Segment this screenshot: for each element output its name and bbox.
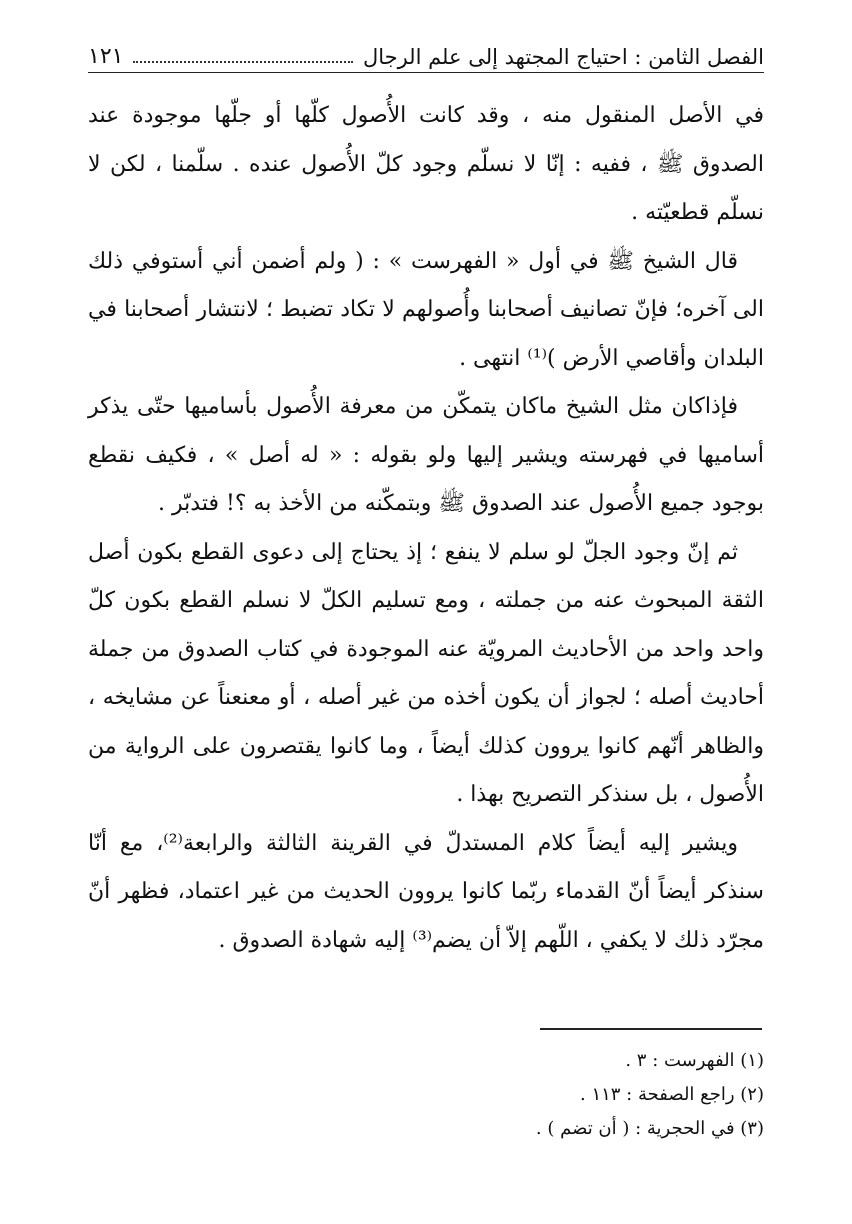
footnote: (٢) راجع الصفحة : ١١٣ .: [579, 1084, 764, 1105]
page-number: ١٢١: [88, 44, 124, 69]
paragraph: ثم إنّ وجود الجلّ لو سلم لا ينفع ؛ إذ يحتاج إلى دعوى القطع بكون أصل الثقة المبحوث عنه من جملته ، ومع تسليم الكلّ لا نسلم القطع بكون كلّ واحد واحد من الأحاديث المرويّة عنه الموجودة في كتاب الصدوق من جملة أحاديث أصله ؛ لجواز أن يكون أخذه من غير أصله ، أو معنعناً عن مشايخه ، والظاهر أنّهم كانوا يروون كذلك أيضاً ، وما كانوا يقتصرون على الرواية من الأُصول ، بل سنذكر التصريح بهذا .: [88, 539, 764, 807]
footnotes: [88, 1044, 764, 1146]
footnote: (١) الفهرست : ٣ .: [625, 1050, 764, 1071]
footnote: (٣) في الحجرية : ( أن تضم ) .: [535, 1118, 764, 1139]
running-header: [88, 28, 764, 68]
main-text: [88, 92, 764, 965]
paragraph: فإذاكان مثل الشيخ ماكان يتمكّن من معرفة الأُصول بأساميها حتّى يذكر أساميها في فهرسته ويشير إليها ولو بقوله : « له أصل » ، فكيف نقطع بوجود جميع الأُصول عند الصدوق ﷺ وبتمكّنه من الأخذ به ؟! فتدبّر .: [88, 394, 764, 516]
header-dot-leader: [133, 60, 353, 63]
paragraph: في الأصل المنقول منه ، وقد كانت الأُصول كلّها أو جلّها موجودة عند الصدوق ﷺ ، ففيه : إنّا لا نسلّم وجود كلّ الأُصول عنده . سلّمنا ، لكن لا نسلّم قطعيّته .: [88, 103, 764, 225]
chapter-title: الفصل الثامن : احتياج المجتهد إلى علم الرجال: [362, 45, 764, 69]
paragraph: قال الشيخ ﷺ في أول « الفهرست » : ( ولم أضمن أني أستوفي ذلك الى آخره؛ فإنّ تصانيف أصحابنا وأُصولهم لا تكاد تضبط ؛ لانتشار أصحابنا في البلدان وأقاصي الأرض )⁽¹⁾ انتهى .: [88, 248, 764, 371]
header-rule: [88, 72, 764, 73]
footnote-separator: [540, 1028, 762, 1030]
paragraph: ويشير إليه أيضاً كلام المستدلّ في القرينة الثالثة والرابعة⁽²⁾، مع أنّا سنذكر أيضاً أنّ القدماء ربّما كانوا يروون الحديث من غير اعتماد، فظهر أنّ مجرّد ذلك لا يكفي ، اللّهم إلاّ أن يضم⁽³⁾ إليه شهادة الصدوق .: [88, 830, 764, 953]
